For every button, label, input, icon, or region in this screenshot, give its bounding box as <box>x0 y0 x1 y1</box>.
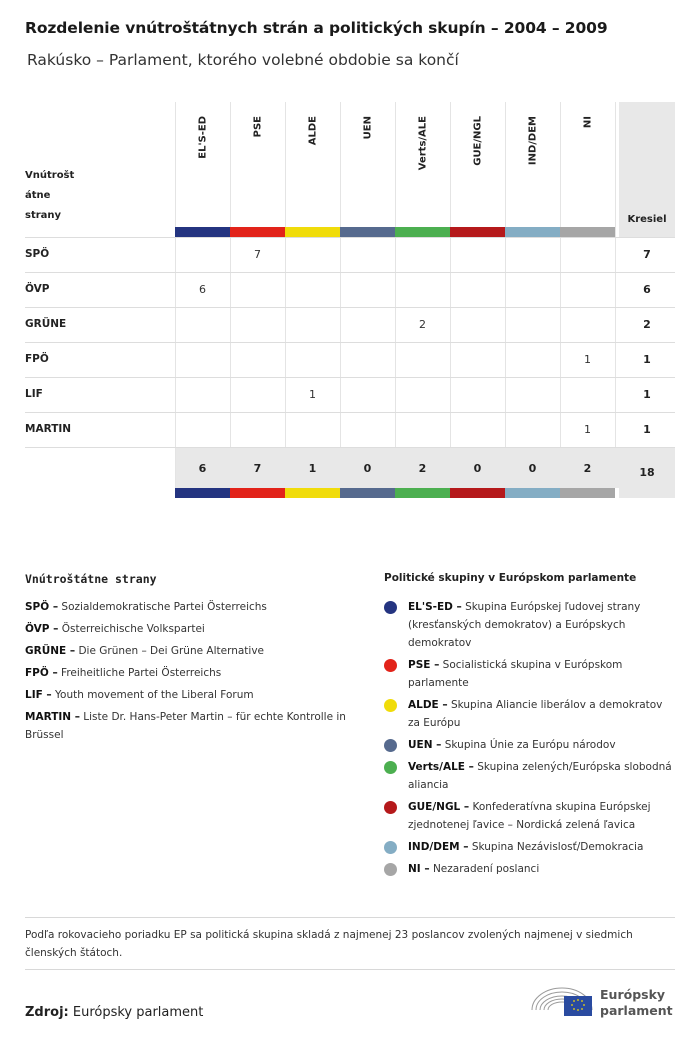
group-abbr: NI – <box>408 863 430 875</box>
group-header <box>230 102 285 227</box>
group-total: 7 <box>253 462 262 475</box>
group-color-dot <box>384 863 397 876</box>
group-color-dot <box>384 739 397 752</box>
group-legend-item <box>408 598 673 652</box>
group-total: 1 <box>308 462 317 475</box>
group-header-label: UEN <box>362 116 373 140</box>
group-abbr: Verts/ALE – <box>408 761 474 773</box>
party-row-label: SPÖ <box>25 248 50 260</box>
row-divider <box>25 377 675 378</box>
seat-cell: 7 <box>254 248 261 261</box>
group-legend-item <box>408 758 673 794</box>
party-legend-item <box>25 686 350 704</box>
group-legend-item <box>408 860 673 878</box>
group-total: 0 <box>473 462 482 475</box>
footnote: Podľa rokovacieho poriadku EP sa politická skupina skladá z najmenej 23 poslancov zvolených najmenej v siedmich členských štátoch. <box>25 929 633 959</box>
row-divider <box>25 412 675 413</box>
page-title: Rozdelenie vnútroštátnych strán a politických skupín – 2004 – 2009 <box>25 19 608 37</box>
party-legend-item <box>25 708 350 744</box>
group-fullname: Socialistická skupina v Európskom parlamente <box>408 659 623 689</box>
row-total: 1 <box>643 388 651 401</box>
seat-cell: 1 <box>584 423 591 436</box>
group-color-dot <box>384 699 397 712</box>
group-header-label: EL'S-ED <box>197 116 208 159</box>
group-header <box>340 102 395 227</box>
stub-header-line: strany <box>25 210 62 221</box>
group-color-dot <box>384 801 397 814</box>
seat-cell: 1 <box>309 388 316 401</box>
group-color-bar <box>285 227 340 237</box>
group-color-bar <box>285 488 340 498</box>
row-divider <box>25 272 675 273</box>
party-abbr: ÖVP – <box>25 623 59 635</box>
group-fullname: Skupina Únie za Európu národov <box>441 739 616 751</box>
party-fullname: Die Grünen – Dei Grüne Alternative <box>75 645 265 657</box>
group-abbr: GUE/NGL – <box>408 801 470 813</box>
row-total: 2 <box>643 318 651 331</box>
row-total: 1 <box>643 423 651 436</box>
group-color-dot <box>384 659 397 672</box>
group-color-bar <box>505 488 560 498</box>
seat-table <box>25 102 675 498</box>
row-total: 7 <box>643 248 651 261</box>
group-legend-item <box>408 696 673 732</box>
party-row-label: GRÜNE <box>25 318 67 330</box>
party-fullname: Österreichische Volkspartei <box>58 623 205 635</box>
row-divider <box>25 307 675 308</box>
group-color-bar <box>450 227 505 237</box>
group-header <box>505 102 560 227</box>
group-fullname: Konfederatívna skupina Európskej zjednotenej ľavice – Nordická zelená ľavica <box>408 801 651 831</box>
party-legend-item <box>25 664 350 682</box>
source-label: Zdroj: <box>25 1005 69 1020</box>
row-total: 1 <box>643 353 651 366</box>
source-line <box>25 1005 203 1020</box>
group-legend-title: Politické skupiny v Európskom parlamente <box>384 572 637 584</box>
group-abbr: PSE – <box>408 659 440 671</box>
group-total: 2 <box>418 462 427 475</box>
group-legend-item <box>408 736 673 754</box>
group-header <box>450 102 505 227</box>
group-color-bar <box>175 488 230 498</box>
group-header-label: NI <box>582 116 593 129</box>
party-row-label: ÖVP <box>25 283 50 295</box>
logo-line: Európsky <box>600 987 666 1002</box>
group-header <box>395 102 450 227</box>
group-header <box>285 102 340 227</box>
group-fullname: Skupina Európskej ľudovej strany (kresťanských demokratov) a Európskych demokratov <box>408 601 641 649</box>
group-color-bar <box>450 488 505 498</box>
stub-header-line: Vnútrošt <box>25 170 75 181</box>
group-header-label: PSE <box>252 116 263 138</box>
group-header-label: GUE/NGL <box>472 116 483 166</box>
party-fullname: Sozialdemokratische Partei Österreichs <box>58 601 267 613</box>
group-legend-item <box>408 798 673 834</box>
group-color-bar <box>395 488 450 498</box>
page-subtitle: Rakúsko – Parlament, ktorého volebné obdobie sa končí <box>27 51 459 69</box>
group-header-label: IND/DEM <box>527 116 538 166</box>
group-legend-item <box>408 838 673 856</box>
grand-total: 18 <box>639 466 655 479</box>
group-header <box>175 102 230 227</box>
group-abbr: ALDE – <box>408 699 448 711</box>
party-fullname: Freiheitliche Partei Österreichs <box>57 667 222 679</box>
row-total: 6 <box>643 283 651 296</box>
group-abbr: IND/DEM – <box>408 841 469 853</box>
group-total: 0 <box>528 462 537 475</box>
kresiel-header: Kresiel <box>627 214 667 225</box>
party-abbr: SPÖ – <box>25 601 59 613</box>
group-color-bar <box>230 227 285 237</box>
group-color-dot <box>384 761 397 774</box>
seat-cell: 1 <box>584 353 591 366</box>
party-abbr: LIF – <box>25 689 52 701</box>
group-total: 6 <box>198 462 207 475</box>
group-color-bar <box>340 488 395 498</box>
group-fullname: Skupina zelených/Európska slobodná aliancia <box>408 761 672 791</box>
group-abbr: EL'S-ED – <box>408 601 462 613</box>
group-fullname: Nezaradení poslanci <box>429 863 540 875</box>
column-separator <box>615 102 616 448</box>
row-divider <box>25 342 675 343</box>
party-row-label: MARTIN <box>25 423 72 435</box>
group-header-label: ALDE <box>307 116 318 146</box>
party-legend-item <box>25 642 350 660</box>
group-color-bar <box>340 227 395 237</box>
group-total: 0 <box>363 462 372 475</box>
row-divider <box>25 447 675 448</box>
group-color-bar <box>560 488 615 498</box>
stub-header <box>25 166 105 226</box>
source-value: Európsky parlament <box>68 1005 204 1020</box>
group-header-label: Verts/ALE <box>417 116 428 171</box>
party-abbr: FPÖ – <box>25 667 58 679</box>
group-abbr: UEN – <box>408 739 442 751</box>
group-color-bar <box>230 488 285 498</box>
party-legend-item <box>25 620 350 638</box>
seat-cell: 6 <box>199 283 206 296</box>
party-abbr: MARTIN – <box>25 711 80 723</box>
logo-line: parlament <box>600 1003 673 1018</box>
party-row-label: FPÖ <box>25 353 49 365</box>
divider <box>25 917 675 918</box>
group-color-dot <box>384 601 397 614</box>
row-divider <box>25 237 675 238</box>
group-color-bar <box>560 227 615 237</box>
group-color-bar <box>505 227 560 237</box>
party-fullname: Liste Dr. Hans-Peter Martin – für echte Kontrolle in Brüssel <box>25 711 346 741</box>
party-legend-item <box>25 598 350 616</box>
logo-text <box>600 987 673 1019</box>
party-fullname: Youth movement of the Liberal Forum <box>51 689 254 701</box>
group-color-bar <box>395 227 450 237</box>
stub-header-line: átne <box>25 190 51 201</box>
group-header <box>560 102 615 227</box>
group-fullname: Skupina Aliancie liberálov a demokratov za Európu <box>408 699 663 729</box>
party-row-label: LIF <box>25 388 43 400</box>
group-fullname: Skupina Nezávislosť/Demokracia <box>468 841 644 853</box>
divider <box>25 969 675 970</box>
party-abbr: GRÜNE – <box>25 645 76 657</box>
seat-cell: 2 <box>419 318 426 331</box>
group-color-dot <box>384 841 397 854</box>
group-legend-item <box>408 656 673 692</box>
group-total: 2 <box>583 462 592 475</box>
party-legend-title: Vnútroštátne strany <box>25 572 157 586</box>
group-color-bar <box>175 227 230 237</box>
